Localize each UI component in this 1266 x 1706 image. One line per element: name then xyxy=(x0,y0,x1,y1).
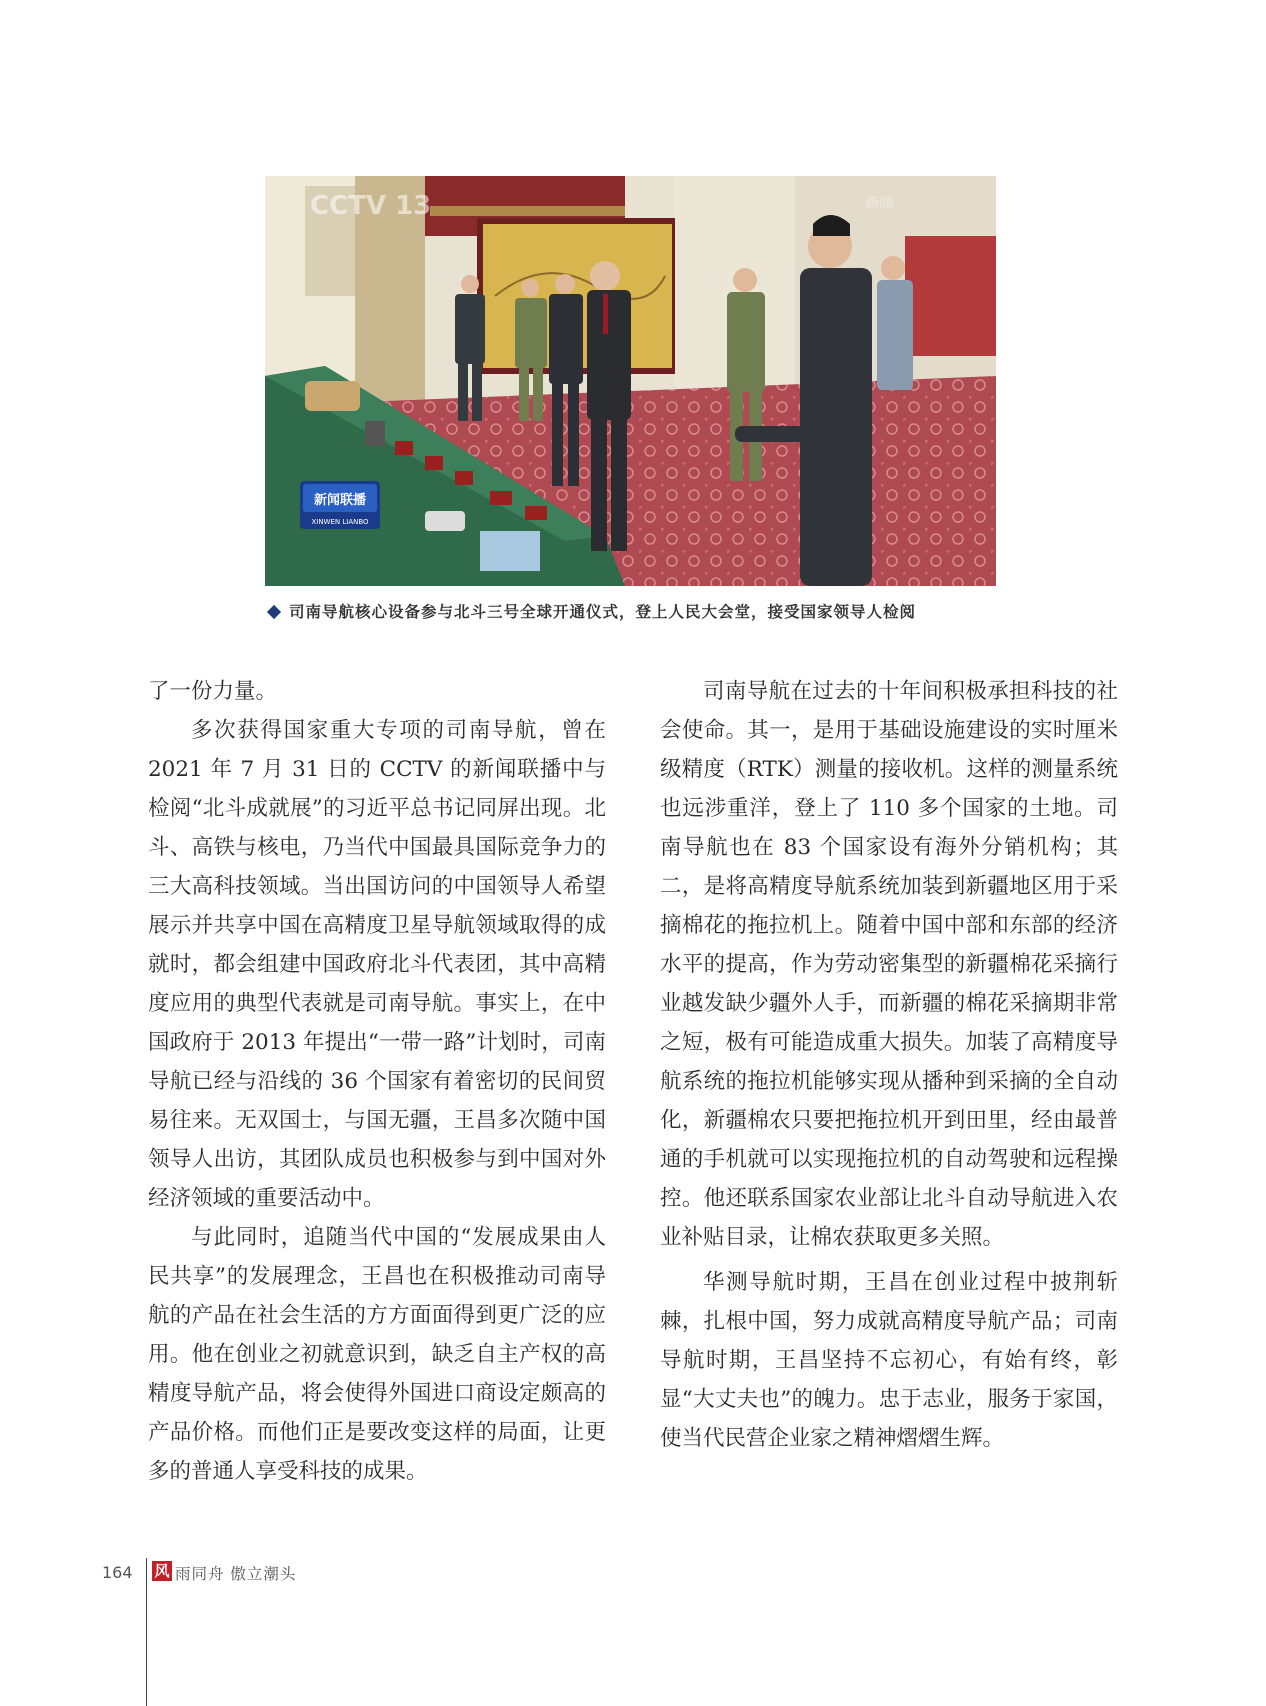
footer-logo: 风 xyxy=(152,1561,172,1581)
photo-caption xyxy=(265,598,1025,626)
right-paragraph-1: 司南导航在过去的十年间积极承担科技的社会使命。其一，是用于基础设施建设的实时厘米级精度（RTK）测量的接收机。这样的测量系统也远涉重洋，登上了 110 多个国家的土地。司南导航也在 83 个国家设有海外分销机构；其二，是将高精度导航系统加装到新疆地区用于采摘棉花的拖拉机上。随着中国中部和东部的经济水平的提高，作为劳动密集型的新疆棉花采摘行业越发缺少疆外人手，而新疆的棉花采摘期非常之短，极有可能造成重大损失。加装了高精度导航系统的拖拉机能够实现从播种到采摘的全自动化，新疆棉农只要把拖拉机开到田里，经由最普通的手机就可以实现拖拉机的自动驾驶和远程操控。他还联系国家农业部让北斗自动导航进入农业补贴目录，让棉农获取更多关照。 xyxy=(660,679,1118,1250)
footer-title: 雨同舟 傲立潮头 xyxy=(175,1565,297,1583)
left-column xyxy=(148,672,606,1491)
news-badge-subtitle: XINWEN LIANBO xyxy=(311,518,369,526)
left-paragraph-2: 多次获得国家重大专项的司南导航，曾在 2021 年 7 月 31 日的 CCTV 的新闻联播中与检阅“北斗成就展”的习近平总书记同屏出现。北斗、高铁与核电，乃当代中国最具国际竞争力的三大高科技领域。当出国访问的中国领导人希望展示并共享中国在高精度卫星导航领域取得的成就时，都会组建中国政府北斗代表团，其中高精度应用的典型代表就是司南导航。事实上，在中国政府于 2013 年提出“一带一路”计划时，司南导航已经与沿线的 36 个国家有着密切的民间贸易往来。无双国士，与国无疆，王昌多次随中国领导人出访，其团队成员也积极参与到中国对外经济领域的重要活动中。 xyxy=(148,718,606,1211)
caption-text: 司南导航核心设备参与北斗三号全球开通仪式，登上人民大会堂，接受国家领导人检阅 xyxy=(289,603,917,621)
news-watermark: 新闻 xyxy=(865,196,893,212)
diamond-bullet-icon xyxy=(267,605,281,619)
page-number: 164 xyxy=(102,1563,133,1582)
footer-divider xyxy=(146,1558,147,1706)
left-paragraph-1: 了一份力量。 xyxy=(148,679,278,704)
cctv-watermark: CCTV 13 xyxy=(310,191,432,221)
right-column xyxy=(660,672,1118,1458)
left-paragraph-3: 与此同时，追随当代中国的“发展成果由人民共享”的发展理念，王昌也在积极推动司南导航的产品在社会生活的方方面面得到更广泛的应用。他在创业之初就意识到，缺乏自主产权的高精度导航产品，将会使得外国进口商设定颇高的产品价格。而他们正是要改变这样的局面，让更多的普通人享受科技的成果。 xyxy=(148,1225,606,1484)
news-photo xyxy=(265,176,996,586)
news-badge-title: 新闻联播 xyxy=(313,493,367,508)
right-paragraph-2: 华测导航时期，王昌在创业过程中披荆斩棘，扎根中国，努力成就高精度导航产品；司南导航时期，王昌坚持不忘初心，有始有终，彰显“大丈夫也”的魄力。忠于志业，服务于家国，使当代民营企业家之精神熠熠生辉。 xyxy=(660,1270,1118,1451)
